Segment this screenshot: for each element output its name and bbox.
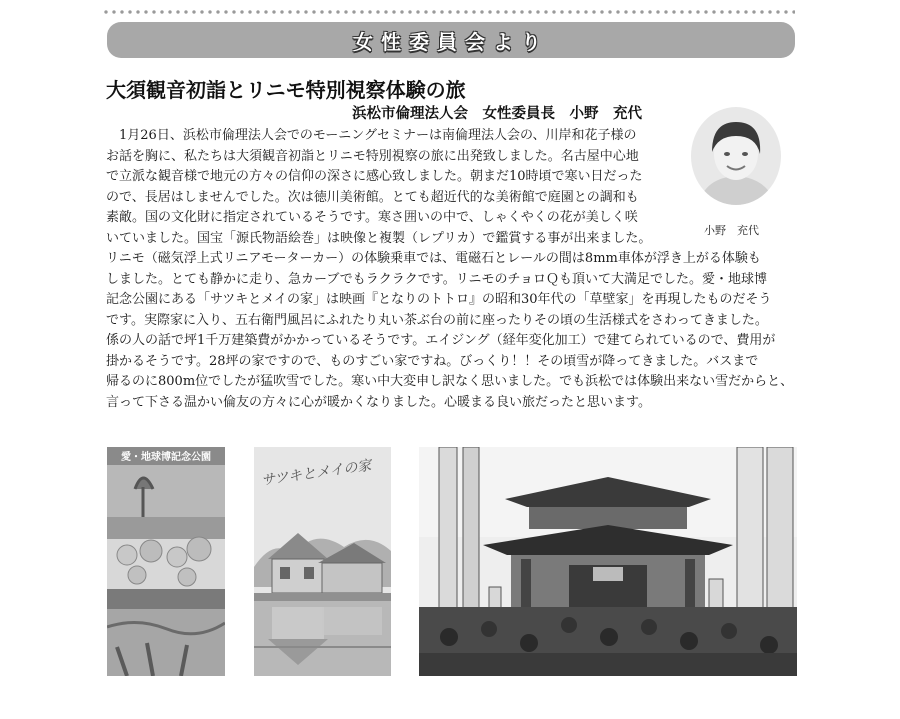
body-line: いていました。国宝「源氏物語絵巻」は映像と複製（レプリカ）で鑑賞する事が出来ました。	[106, 230, 652, 246]
body-line: 1月26日、浜松市倫理法人会でのモーニングセミナーは南倫理法人会の、川岸和花子様の	[106, 128, 637, 143]
body-line: 係の人の話で坪1千万建築費がかかっているそうです。エイジング（経年変化加工）で建てられているので、費用が	[106, 333, 776, 348]
portrait-caption: 小野 充代	[704, 224, 759, 237]
photo-osu-kannon	[419, 447, 797, 676]
body-line: 記念公園にある「サツキとメイの家」は映画『となりのトトロ』の昭和30年代の「草壁家」を再現したものだそう	[106, 292, 772, 307]
section-banner	[107, 22, 795, 58]
body-line: リニモ（磁気浮上式リニアモーターカー）の体験乗車では、電磁石とレールの間は8mm車体が浮き上がる体験も	[106, 251, 761, 266]
body-line: しました。とても静かに走り、急カーブでもラクラクです。リニモのチョロＱも頂いて大満足でした。愛・地球博	[106, 271, 768, 287]
photo-expo-park	[107, 447, 225, 676]
body-line: お話を胸に、私たちは大須観音初詣とリニモ特別視察の旅に出発致しました。名古屋中心地	[106, 148, 639, 164]
body-line: ので、長居はしませんでした。次は徳川美術館。とても超近代的な美術館で庭園との調和も	[106, 189, 639, 205]
body-line: 掛かるそうです。28坪の家ですので、ものすごい家ですね。びっくり！！その頃雪が降ってきました。バスまで	[106, 353, 759, 369]
article-byline: 浜松市倫理法人会 女性委員長 小野 充代	[352, 106, 642, 122]
satsuki-house-title: サツキとメイの家	[260, 457, 373, 489]
section-banner-title: 女性委員会より	[353, 29, 549, 54]
body-line: 言って下さる温かい倫友の方々に心が暖かくなりました。心暖まる良い旅だったと思います。	[106, 394, 651, 410]
park-sign-text: 愛・地球博記念公園	[121, 452, 211, 463]
body-line: 素敵。国の文化財に指定されているそうです。寒さ囲いの中で、しゃくやくの花が美しく咲	[106, 210, 638, 225]
body-line: です。実際家に入り、五右衛門風呂にふれたり丸い茶ぶ台の前に座ったりその頃の生活様式をさわってきました。	[106, 312, 768, 328]
author-portrait	[690, 106, 782, 206]
photo-satsuki-house	[254, 447, 391, 676]
dotted-rule	[102, 9, 795, 15]
body-line: で立派な観音様で地元の方々の信仰の深さに感心致しました。朝まだ10時頃で寒い日だった	[106, 169, 643, 184]
article-title: 大須観音初詣とリニモ特別視察体験の旅	[106, 78, 466, 102]
body-line: 帰るのに800m位でしたが猛吹雪でした。寒い中大変申し訳なく思いました。でも浜松では体験出来ない雪だからと、	[106, 374, 794, 389]
